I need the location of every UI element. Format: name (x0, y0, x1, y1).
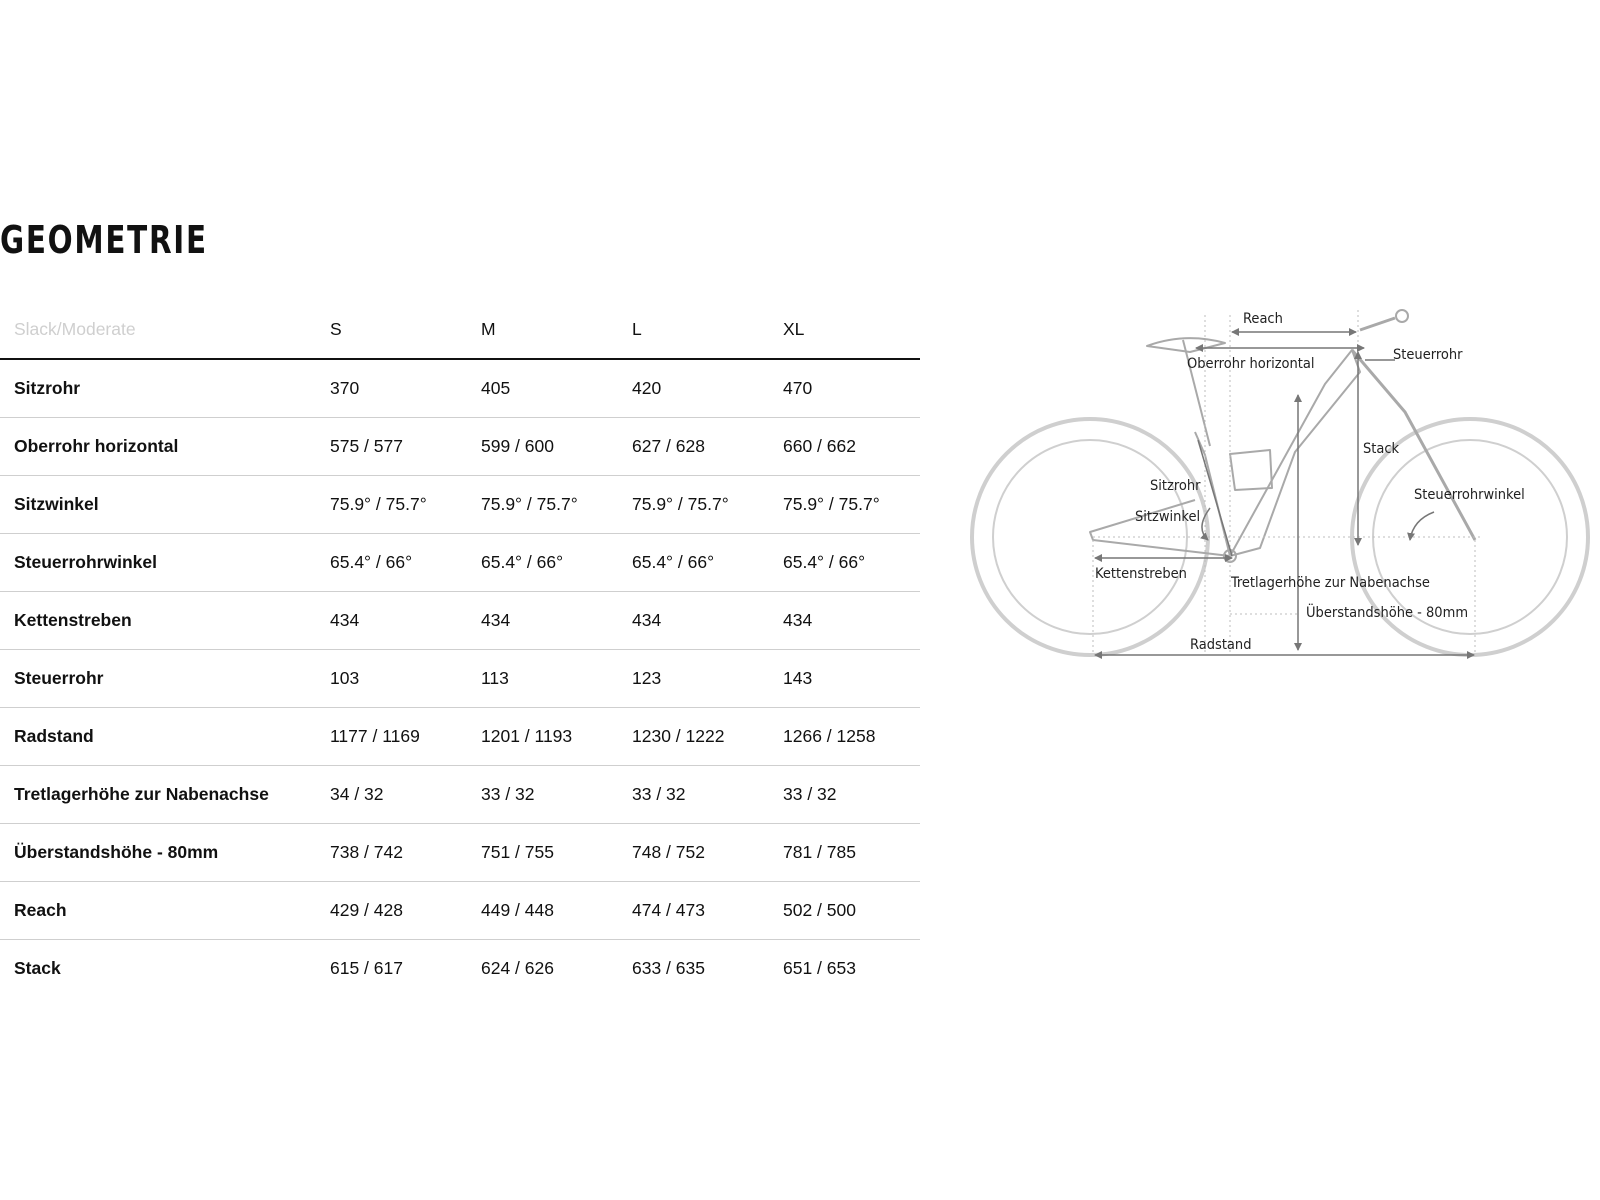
cell-value: 65.4° / 66° (632, 534, 783, 592)
label-stack: Stack (1363, 441, 1400, 457)
row-label: Sitzrohr (0, 359, 330, 418)
label-steuerrohrwinkel: Steuerrohrwinkel (1414, 487, 1525, 503)
cell-value: 1266 / 1258 (783, 708, 920, 766)
size-header-s: S (330, 300, 481, 359)
size-header-xl: XL (783, 300, 920, 359)
bike-geometry-diagram (960, 295, 1600, 675)
label-steuerrohr: Steuerrohr (1393, 347, 1463, 363)
bike-illustration (960, 295, 1600, 675)
table-row (0, 418, 920, 476)
cell-value: 502 / 500 (783, 882, 920, 940)
table-row (0, 359, 920, 418)
cell-value: 434 (783, 592, 920, 650)
row-label: Reach (0, 882, 330, 940)
cell-value: 75.9° / 75.7° (632, 476, 783, 534)
cell-value: 660 / 662 (783, 418, 920, 476)
cell-value: 751 / 755 (481, 824, 632, 882)
cell-value: 1201 / 1193 (481, 708, 632, 766)
cell-value: 781 / 785 (783, 824, 920, 882)
page-title: GEOMETRIE (0, 218, 208, 262)
cell-value: 633 / 635 (632, 958, 705, 978)
cell-value: 103 (330, 650, 481, 708)
row-label: Sitzwinkel (0, 476, 330, 534)
label-sitzwinkel: Sitzwinkel (1135, 509, 1201, 525)
row-label: Radstand (0, 708, 330, 766)
cell-value: 615 / 617 (330, 958, 403, 978)
cell-value: 1177 / 1169 (330, 708, 481, 766)
row-label: Oberrohr horizontal (0, 418, 330, 476)
diagram-labels (1095, 311, 1525, 653)
cell-value: 65.4° / 66° (783, 534, 920, 592)
size-header-m: M (481, 300, 632, 359)
row-label: Kettenstreben (0, 592, 330, 650)
cell-value: 429 / 428 (330, 882, 481, 940)
label-oberrohr-horizontal: Oberrohr horizontal (1187, 356, 1315, 372)
cell-value: 65.4° / 66° (481, 534, 632, 592)
table-row (0, 650, 920, 708)
label-reach: Reach (1243, 311, 1283, 327)
label-sitzrohr: Sitzrohr (1150, 478, 1201, 494)
cell-value: 575 / 577 (330, 418, 481, 476)
cell-value: 738 / 742 (330, 824, 481, 882)
row-label: Überstandshöhe - 80mm (0, 824, 330, 882)
cell-value: 143 (783, 650, 920, 708)
cell-value: 627 / 628 (632, 418, 783, 476)
cell-value: 624 / 626 (481, 958, 554, 978)
cell-value: 748 / 752 (632, 824, 783, 882)
label-radstand: Radstand (1190, 637, 1252, 653)
table-row (0, 940, 920, 998)
cell-value: 599 / 600 (481, 418, 632, 476)
table-row (0, 592, 920, 650)
cell-value: 33 / 32 (632, 766, 783, 824)
geometry-table (0, 300, 920, 997)
cell-value: 75.9° / 75.7° (330, 476, 481, 534)
cell-value: 75.9° / 75.7° (481, 476, 632, 534)
row-label: Stack (14, 958, 61, 978)
table-row (0, 708, 920, 766)
cell-value: 75.9° / 75.7° (783, 476, 920, 534)
cell-value: 33 / 32 (481, 766, 632, 824)
cell-value: 65.4° / 66° (330, 534, 481, 592)
cell-value: 34 / 32 (330, 766, 481, 824)
row-label: Steuerrohrwinkel (0, 534, 330, 592)
table-row (0, 882, 920, 940)
size-header-l: L (632, 300, 783, 359)
table-row (0, 534, 920, 592)
label-kettenstreben: Kettenstreben (1095, 566, 1187, 582)
cell-value: 33 / 32 (783, 766, 920, 824)
cell-value: 434 (330, 592, 481, 650)
cell-value: 405 (481, 359, 632, 418)
cell-value: 420 (632, 359, 783, 418)
table-row (0, 766, 920, 824)
cell-value: 434 (632, 592, 783, 650)
table-row (0, 476, 920, 534)
row-label: Steuerrohr (0, 650, 330, 708)
cell-value: 1230 / 1222 (632, 708, 783, 766)
cell-value: 474 / 473 (632, 882, 783, 940)
label-tretlagerhoehe: Tretlagerhöhe zur Nabenachse (1231, 575, 1430, 591)
row-label: Tretlagerhöhe zur Nabenachse (0, 766, 330, 824)
label-ueberstandshoehe: Überstandshöhe - 80mm (1306, 605, 1469, 621)
cell-value: 449 / 448 (481, 882, 632, 940)
table-row (0, 824, 920, 882)
cell-value: 113 (481, 650, 632, 708)
cell-value: 434 (481, 592, 632, 650)
preset-header: Slack/Moderate (0, 300, 330, 359)
cell-value: 370 (330, 359, 481, 418)
table-header-row (0, 300, 920, 359)
cell-value: 123 (632, 650, 783, 708)
cell-value: 470 (783, 359, 920, 418)
cell-value: 651 / 653 (783, 958, 856, 978)
rear-wheel (972, 419, 1208, 655)
